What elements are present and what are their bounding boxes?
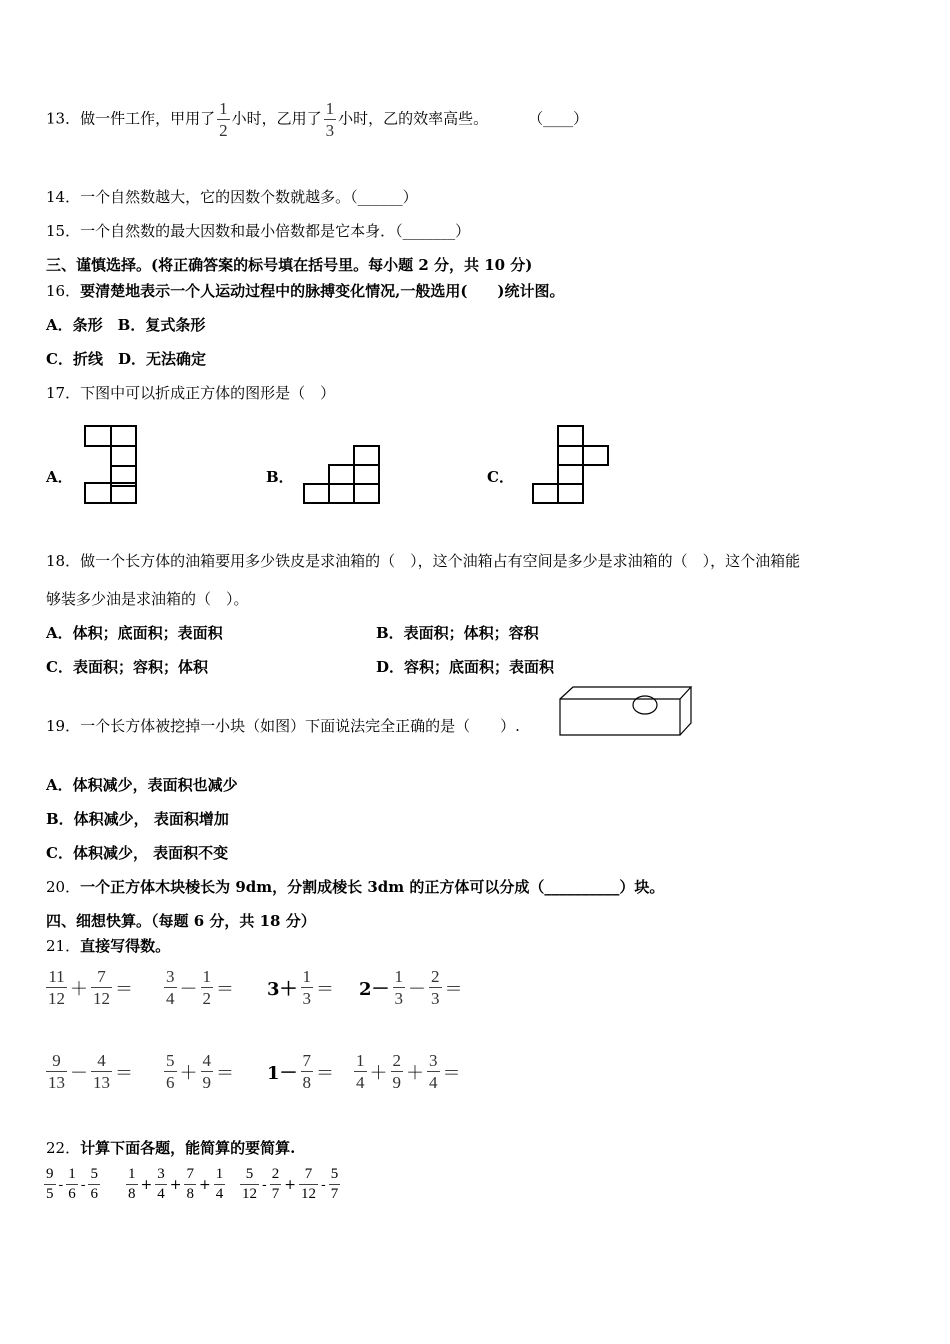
- question-13: [46, 100, 588, 139]
- fraction: $\frac{1}{3}$: [325, 99, 335, 140]
- q19-option-a: A．体积减少，表面积也减少: [46, 776, 238, 794]
- question-20: 20．一个正方体木块棱长为 9dm，分割成棱长 3dm 的正方体可以分成（__________）块。: [46, 878, 665, 896]
- q21-row2-item1: $\frac{9}{13}$ － $\frac{4}{13}$ ＝: [48, 1051, 133, 1092]
- question-text-part3: 小时，乙的效率高些。: [338, 109, 489, 128]
- q17-option-a-label: A．: [46, 468, 73, 486]
- q18-option-c: C．表面积；容积；体积: [46, 658, 208, 676]
- q21-row2-item4: $\frac{1}{4}$ ＋ $\frac{2}{9}$ ＋ $\frac{3}{4}$ ＝: [356, 1051, 461, 1092]
- fraction: $\frac{1}{2}$: [219, 99, 228, 140]
- q17-option-b-label: B．: [266, 468, 294, 486]
- cuboid-diagram: [558, 684, 698, 740]
- q19-option-c: C．体积减少， 表面积不变: [46, 844, 229, 862]
- cube-net-b: [300, 440, 385, 508]
- q22-expression-2: $\frac{1}{8}$ + $\frac{3}{4}$ + $\frac{7}{8}$ + $\frac{1}{4}$: [128, 1166, 224, 1202]
- q16-options-ab: A．条形 B．复式条形: [46, 316, 206, 334]
- q22-expression-3: $\frac{5}{12}$ - $\frac{2}{7}$ + $\frac{7}{12}$ - $\frac{5}{7}$: [242, 1166, 339, 1202]
- question-21: 21．直接写得数。: [46, 937, 171, 955]
- q18-option-b: B．表面积；体积；容积: [376, 624, 539, 642]
- cube-net-a: [80, 420, 150, 512]
- question-text-part1: 做一件工作，甲用了: [80, 109, 216, 128]
- section-heading-4: 四、细想快算。（每题 6 分，共 18 分）: [46, 912, 316, 930]
- q16-options-cd: C．折线 D．无法确定: [46, 350, 206, 368]
- q22-expression-1: $\frac{9}{5}$ - $\frac{1}{6}$ - $\frac{5}{6}$: [46, 1166, 98, 1202]
- question-17: 17．下图中可以折成正方体的图形是（ ）: [46, 384, 336, 402]
- q21-row1-item2: $\frac{3}{4}$ － $\frac{1}{2}$ ＝: [166, 967, 234, 1008]
- q21-row1-item4: 2－ $\frac{1}{3}$ － $\frac{2}{3}$ ＝: [359, 967, 463, 1008]
- q21-row2-item2: $\frac{5}{6}$ ＋ $\frac{4}{9}$ ＝: [166, 1051, 234, 1092]
- cube-net-c: [528, 420, 613, 508]
- q19-option-b: B．体积减少， 表面积增加: [46, 810, 229, 828]
- question-18: 18．做一个长方体的油箱要用多少铁皮是求油箱的（ ），这个油箱占有空间是多少是求油箱的（ ），这个油箱能: [46, 552, 801, 570]
- q17-option-c-label: C．: [487, 468, 514, 486]
- q21-row1-item3: 3＋ $\frac{1}{3}$ ＝: [267, 967, 335, 1008]
- q18-option-a: A．体积；底面积；表面积: [46, 624, 223, 642]
- question-14: 14．一个自然数越大，它的因数个数就越多。（______）: [46, 188, 418, 206]
- question-number: 13．: [46, 109, 81, 128]
- q18-option-d: D．容积；底面积；表面积: [376, 658, 555, 676]
- question-19: 19．一个长方体被挖掉一小块（如图）下面说法完全正确的是（ ）.: [46, 717, 520, 735]
- q21-row1-item1: $\frac{11}{12}$ ＋ $\frac{7}{12}$ ＝: [48, 967, 133, 1008]
- question-18-cont: 够装多少油是求油箱的（ ）。: [46, 590, 249, 608]
- question-22: 22．计算下面各题，能简算的要简算.: [46, 1139, 296, 1157]
- question-15: 15．一个自然数的最大因数和最小倍数都是它本身．（_______）: [46, 222, 471, 240]
- section-heading-3: 三、谨慎选择。(将正确答案的标号填在括号里。每小题 2 分，共 10 分): [46, 256, 533, 274]
- question-16: 16．要清楚地表示一个人运动过程中的脉搏变化情况,一般选用( )统计图。: [46, 282, 565, 300]
- answer-blank: （____）: [528, 109, 589, 128]
- question-text-part2: 小时，乙用了: [231, 109, 322, 128]
- q21-row2-item3: 1－ $\frac{7}{8}$ ＝: [267, 1051, 335, 1092]
